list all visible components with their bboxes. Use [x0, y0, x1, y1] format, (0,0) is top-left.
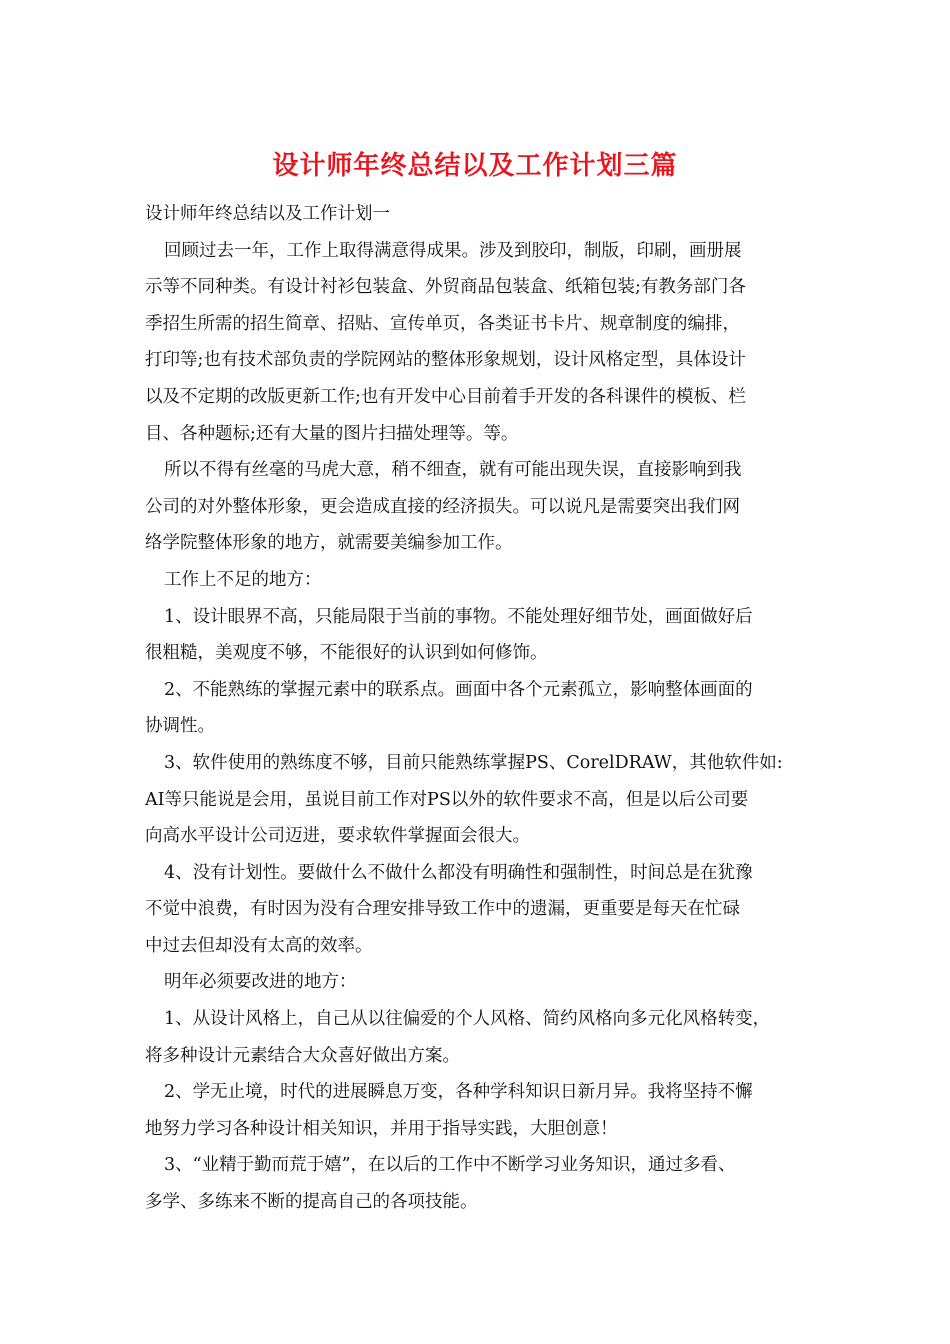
paragraph-line: 3、软件使用的熟练度不够，目前只能熟练掌握PS、CorelDRAW，其他软件如:: [164, 752, 783, 773]
paragraph-line: 不觉中浪费，有时因为没有合理安排导致工作中的遗漏，更重要是每天在忙碌: [145, 899, 740, 920]
paragraph-line: 目、各种题标;还有大量的图片扫描处理等。等。: [145, 423, 519, 444]
paragraph-line: 公司的对外整体形象，更会造成直接的经济损失。可以说凡是需要突出我们网: [145, 496, 740, 517]
paragraph-line: 地努力学习各种设计相关知识，并用于指导实践，大胆创意！: [145, 1118, 618, 1139]
paragraph-line: 1、从设计风格上，自己从以往偏爱的个人风格、简约风格向多元化风格转变，: [164, 1009, 771, 1030]
paragraph-line: 2、学无止境，时代的进展瞬息万变，各种学科知识日新月异。我将坚持不懈: [164, 1082, 753, 1103]
paragraph-line: 3、“业精于勤而荒于嬉”，在以后的工作中不断学习业务知识，通过多看、: [164, 1155, 736, 1176]
document-body: [145, 196, 817, 1221]
paragraph-line: 多学、多练来不断的提高自己的各项技能。: [145, 1192, 478, 1213]
paragraph-line: 协调性。: [145, 716, 215, 737]
paragraph-line: 中过去但却没有太高的效率。: [145, 935, 373, 956]
paragraph-line: 络学院整体形象的地方，就需要美编参加工作。: [145, 533, 513, 554]
paragraph-line: 2、不能熟练的掌握元素中的联系点。画面中各个元素孤立，影响整体画面的: [164, 679, 753, 700]
paragraph-line: 设计师年终总结以及工作计划一: [145, 204, 390, 224]
paragraph-line: 工作上不足的地方：: [164, 569, 322, 590]
paragraph-line: 4、没有计划性。要做什么不做什么都没有明确性和强制性，时间总是在犹豫: [164, 862, 753, 883]
paragraph-line: 将多种设计元素结合大众喜好做出方案。: [145, 1045, 460, 1066]
paragraph-line: 所以不得有丝毫的马虎大意，稍不细查，就有可能出现失误，直接影响到我: [164, 460, 742, 481]
paragraph-line: 打印等;也有技术部负责的学院网站的整体形象规划，设计风格定型，具体设计: [145, 350, 746, 371]
paragraph-line: 以及不定期的改版更新工作;也有开发中心目前着手开发的各科课件的模板、栏: [145, 386, 746, 407]
paragraph-line: 示等不同种类。有设计衬衫包装盒、外贸商品包装盒、纸箱包装;有教务部门各: [145, 277, 746, 298]
paragraph-line: 向高水平设计公司迈进，要求软件掌握面会很大。: [145, 826, 530, 847]
paragraph-line: AI等只能说是会用，虽说目前工作对PS以外的软件要求不高，但是以后公司要: [145, 789, 749, 810]
document-title: 设计师年终总结以及工作计划三篇: [272, 151, 678, 181]
paragraph-line: 1、设计眼界不高，只能局限于当前的事物。不能处理好细节处，画面做好后: [164, 606, 753, 627]
paragraph-line: 回顾过去一年，工作上取得满意得成果。涉及到胶印，制版，印刷，画册展: [164, 240, 742, 261]
paragraph-line: 很粗糙，美观度不够，不能很好的认识到如何修饰。: [145, 643, 548, 664]
paragraph-line: 季招生所需的招生简章、招贴、宣传单页，各类证书卡片、规章制度的编排，: [145, 313, 740, 334]
paragraph-line: 明年必须要改进的地方：: [164, 972, 357, 993]
